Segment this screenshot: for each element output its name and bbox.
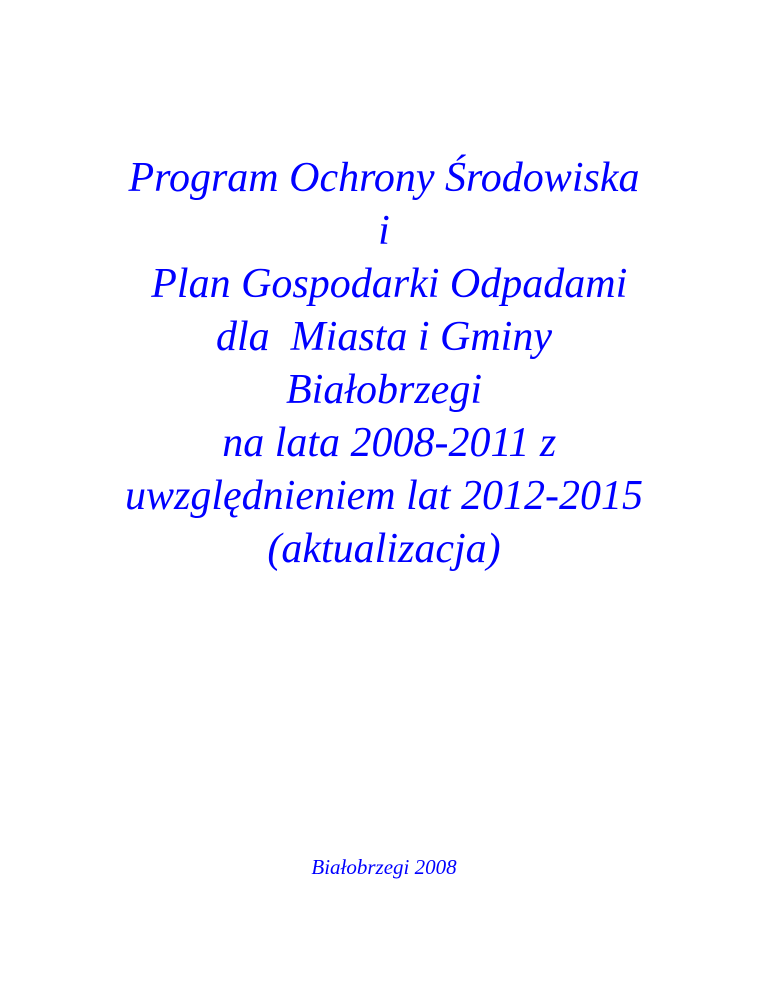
title-line-including-years: uwzględnieniem lat 2012-2015 bbox=[125, 473, 643, 519]
title-line-conjunction: i bbox=[378, 208, 390, 254]
title-line-program: Program Ochrony Środowiska bbox=[128, 155, 640, 201]
footer-place-year: Białobrzegi 2008 bbox=[311, 855, 457, 879]
document-title bbox=[0, 152, 768, 576]
title-line-years: na lata 2008-2011 z bbox=[211, 420, 557, 466]
title-line-plan: Plan Gospodarki Odpadami bbox=[140, 261, 628, 307]
title-line-update: (aktualizacja) bbox=[267, 526, 501, 572]
title-line-for-city: dla Miasta i Gminy bbox=[216, 314, 552, 360]
title-line-city-name: Białobrzegi bbox=[286, 367, 482, 413]
